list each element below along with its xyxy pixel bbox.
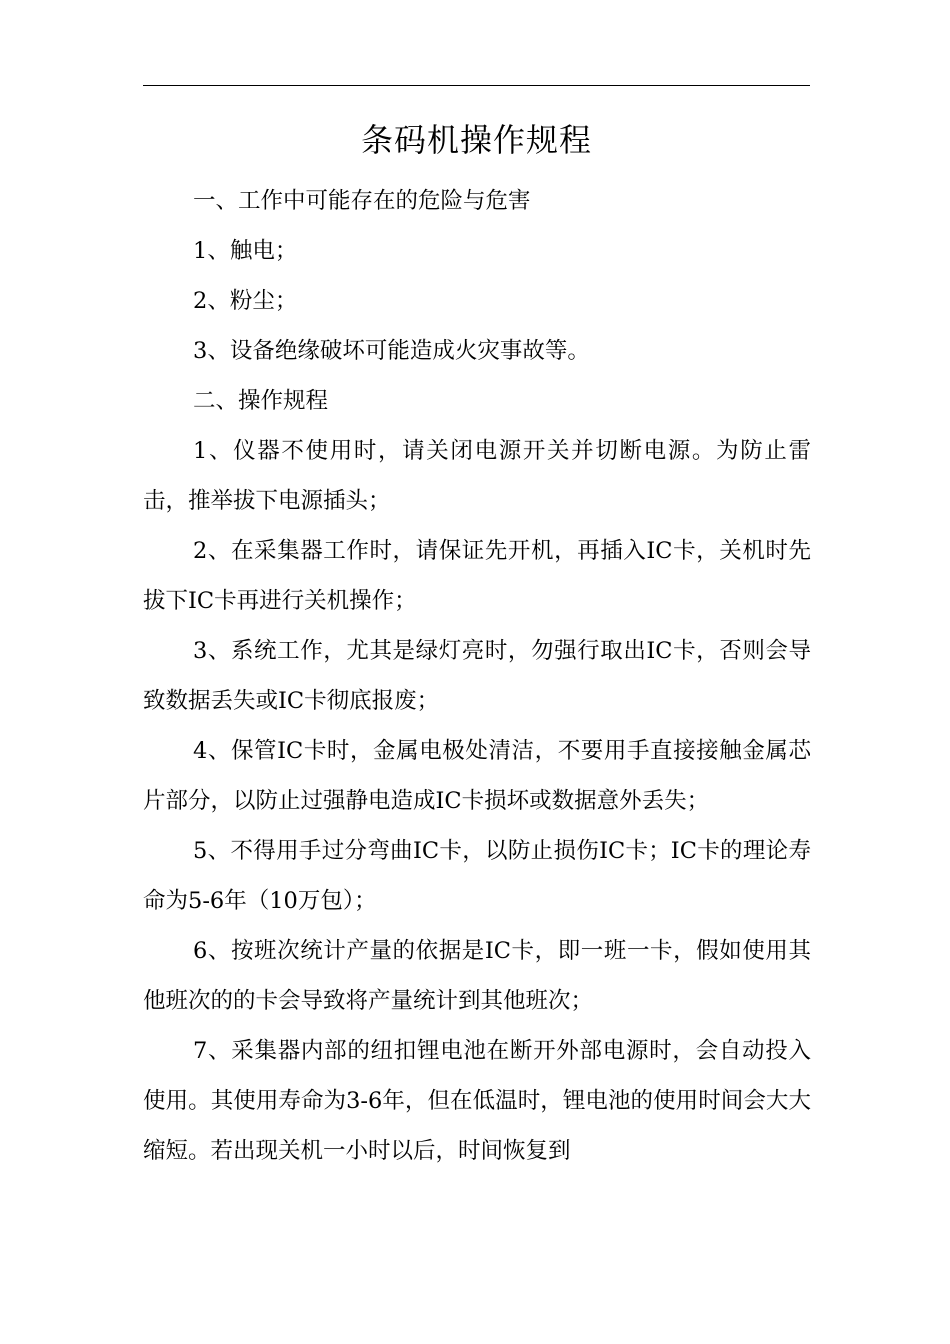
document-title: 条码机操作规程 <box>360 121 592 159</box>
hazard-item: 2、粉尘； <box>193 288 298 314</box>
procedure-item: 1、仪器不使用时，请关闭电源开关并切断电源。为防止雷击，推举拔下电源插头； <box>143 438 811 514</box>
procedure-item: 7、采集器内部的纽扣锂电池在断开外部电源时，会自动投入使用。其使用寿命为3-6年，但在低温时，锂电池的使用时间会大大缩短。若出现关机一小时以后，时间恢复到 <box>143 1038 811 1164</box>
procedure-item: 2、在采集器工作时，请保证先开机，再插入IC卡，关机时先拔下IC卡再进行关机操作； <box>143 538 811 614</box>
hazard-item: 1、触电； <box>193 238 298 264</box>
document-body <box>143 176 811 1176</box>
header-rule <box>143 85 810 86</box>
section-heading-procedure: 二、操作规程 <box>193 388 329 414</box>
section-heading-hazards: 一、工作中可能存在的危险与危害 <box>193 188 531 214</box>
procedure-item: 6、按班次统计产量的依据是IC卡，即一班一卡，假如使用其他班次的的卡会导致将产量统计到其他班次； <box>143 938 811 1014</box>
hazard-item: 3、设备绝缘破坏可能造成火灾事故等。 <box>193 338 590 364</box>
procedure-item: 4、保管IC卡时，金属电极处清洁，不要用手直接接触金属芯片部分，以防止过强静电造成IC卡损坏或数据意外丢失； <box>143 738 811 814</box>
procedure-item: 5、不得用手过分弯曲IC卡，以防止损伤IC卡；IC卡的理论寿命为5-6年（10万包）； <box>143 838 811 914</box>
procedure-item: 3、系统工作，尤其是绿灯亮时，勿强行取出IC卡，否则会导致数据丢失或IC卡彻底报废； <box>143 638 811 714</box>
